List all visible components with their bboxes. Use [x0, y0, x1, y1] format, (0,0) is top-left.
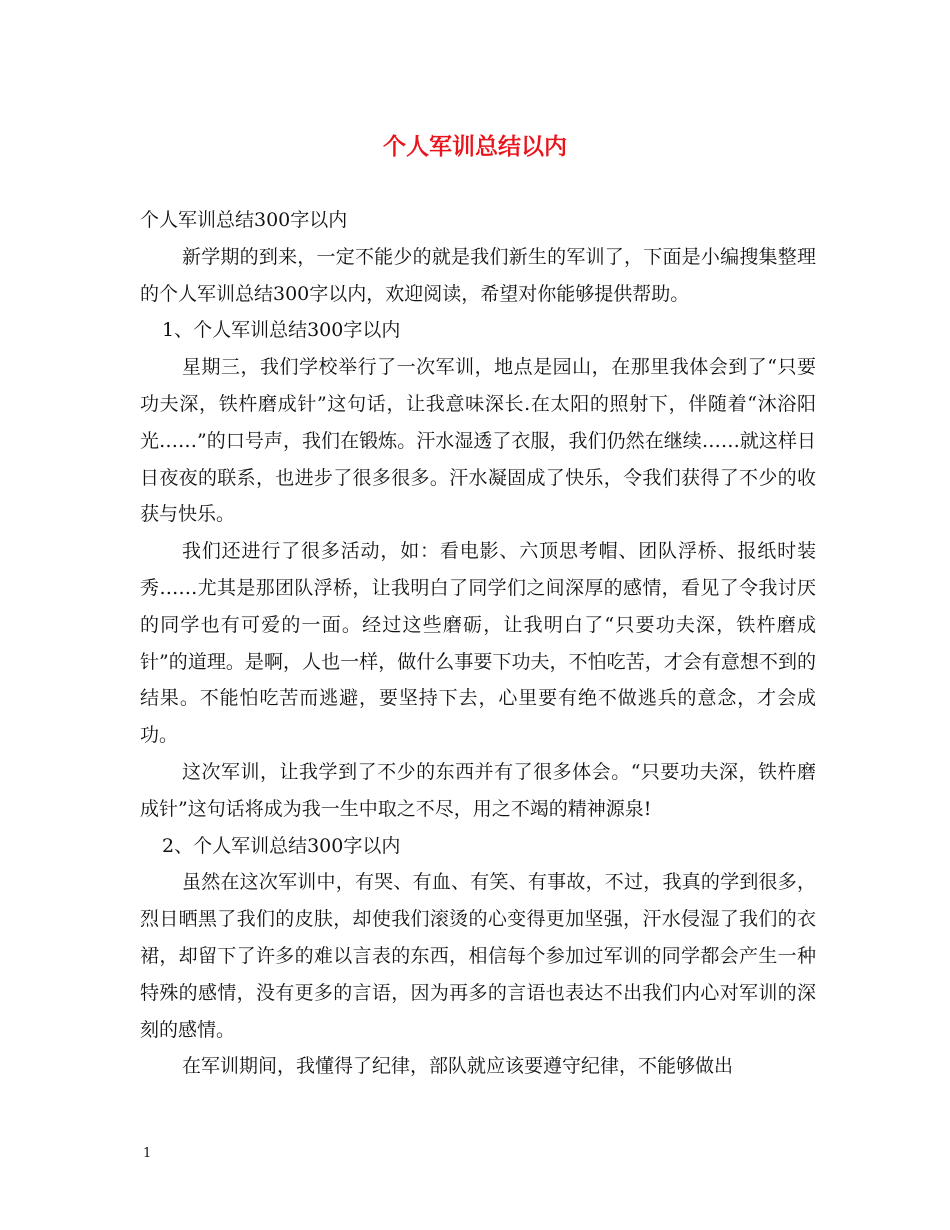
section-2-heading: 2、个人军训总结300字以内 [162, 834, 401, 857]
document-subtitle: 个人军训总结300字以内 [140, 209, 348, 231]
section-2-paragraph-1: 虽然在这次军训中，有哭、有血、有笑、有事故，不过，我真的学到很多，烈日晒黑了我们的皮肤，却使我们滚烫的心变得更加坚强，汗水侵湿了我们的衣裙，却留下了许多的难以言表的东西，相信每个参加过军训的同学都会产生一种特殊的感情，没有更多的言语，因为再多的言语也表达不出我们内心对军训的深刻的感情。 [140, 871, 816, 1041]
section-1-paragraph-3: 这次军训，让我学到了不少的东西并有了很多体会。“只要功夫深，铁杵磨成针”这句话将成为我一生中取之不尽，用之不竭的精神源泉! [140, 760, 816, 820]
section-1-heading: 1、个人军训总结300字以内 [162, 319, 401, 342]
section-1-paragraph-1: 星期三，我们学校举行了一次军训，地点是园山，在那里我体会到了“只要功夫深，铁杵磨成针”这句话，让我意味深长.在太阳的照射下，伴随着“沐浴阳光……”的口号声，我们在锻炼。汗水湿透了衣服，我们仍然在继续……就这样日日夜夜的联系，也进步了很多很多。汗水凝固成了快乐，令我们获得了不少的收获与快乐。 [140, 356, 816, 526]
page-number: 1 [143, 1146, 152, 1161]
section-2-paragraph-2: 在军训期间，我懂得了纪律，部队就应该要遵守纪律，不能够做出 [182, 1055, 734, 1078]
section-1-paragraph-2: 我们还进行了很多活动，如：看电影、六顶思考帽、团队浮桥、报纸时装秀……尤其是那团队浮桥，让我明白了同学们之间深厚的感情，看见了令我讨厌的同学也有可爱的一面。经过这些磨砺，让我明白了“只要功夫深，铁杵磨成针”的道理。是啊，人也一样，做什么事要下功夫，不怕吃苦，才会有意想不到的结果。不能怕吃苦而逃避，要坚持下去，心里要有绝不做逃兵的意念，才会成功。 [140, 540, 816, 747]
document-title: 个人军训总结以内 [383, 133, 567, 160]
document-body [140, 202, 816, 1085]
intro-paragraph: 新学期的到来，一定不能少的就是我们新生的军训了，下面是小编搜集整理的个人军训总结300字以内，欢迎阅读，希望对你能够提供帮助。 [140, 245, 816, 305]
